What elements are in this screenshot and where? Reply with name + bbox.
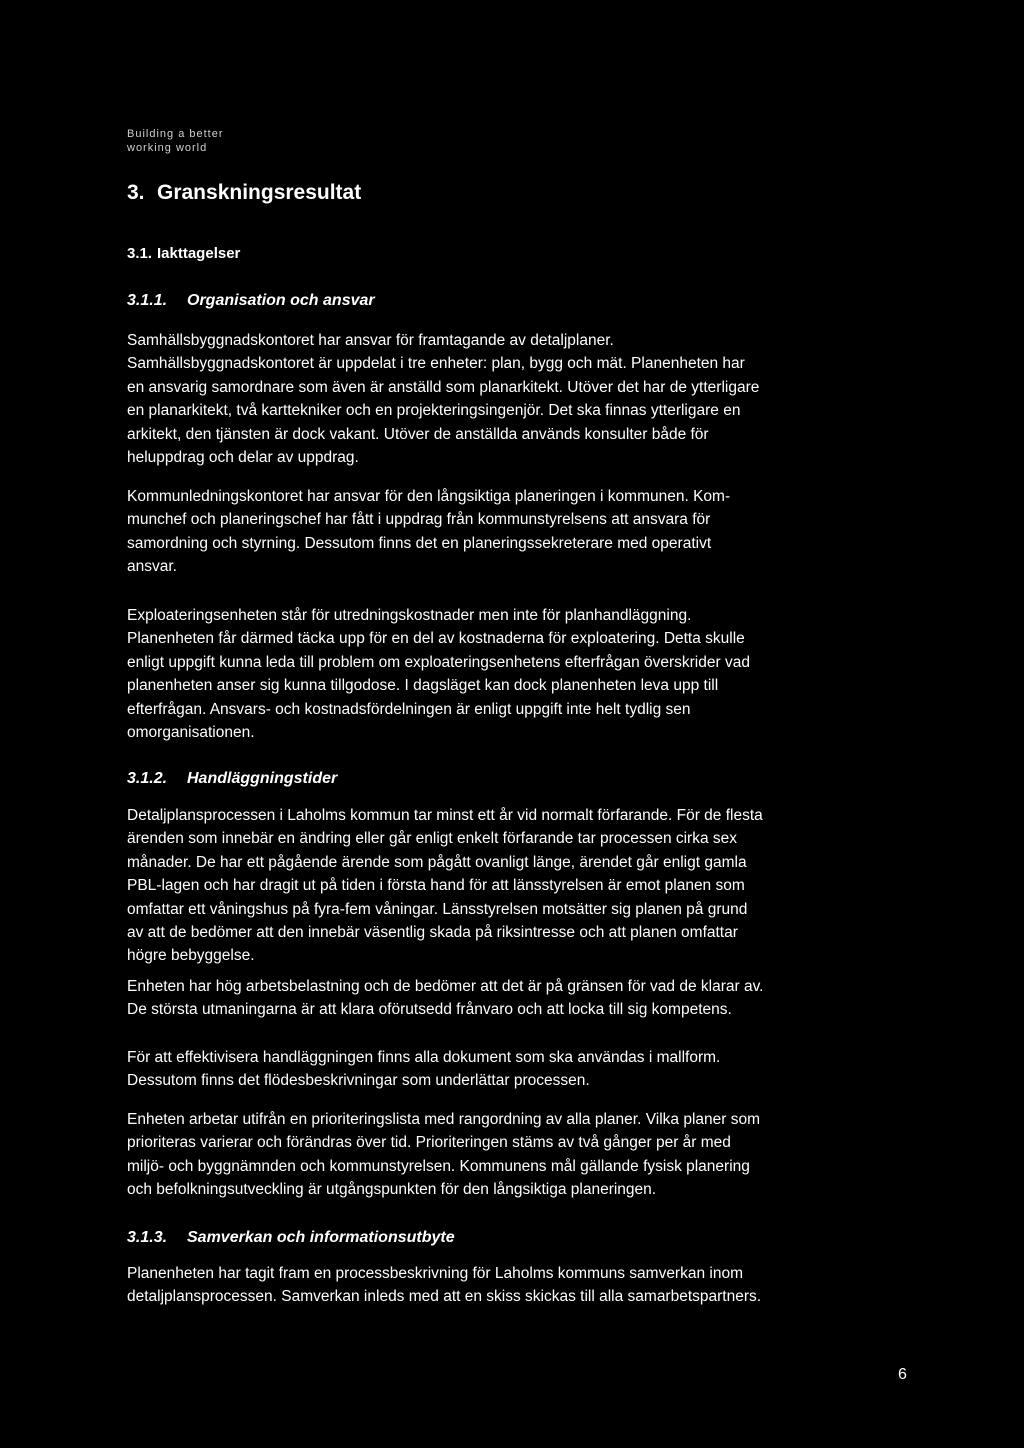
- subsubsection-title: Organisation och ansvar: [187, 292, 375, 309]
- subsubsection-number: 3.1.3.: [127, 1229, 168, 1246]
- text-line: Planenheten får därmed täcka upp för en del av kostnaderna för exploatering. Detta skulle: [127, 630, 745, 648]
- text-line: Detaljplansprocessen i Laholms kommun tar minst ett år vid normalt förfarande. För de flesta: [127, 807, 763, 824]
- paragraph: [127, 604, 917, 744]
- text-line: Samhällsbyggnadskontoret har ansvar för framtagande av detaljplaner.: [127, 332, 614, 349]
- text-line: samordning och styrning. Dessutom finns det en planeringssekreterare med operativt: [127, 534, 712, 552]
- text-line: av att de bedömer att den innebär väsentlig skada på riksintresse och att planen omfattar: [127, 924, 738, 942]
- text-line: omfattar ett våningshus på fyra-fem våningar. Länsstyrelsen motsätter sig planen på grund: [127, 900, 748, 918]
- text-line: ärenden som innebär en ändring eller går enligt enkelt förfarande tar processen cirka sex: [127, 830, 738, 848]
- text-line: arkitekt, den tjänsten är dock vakant. Utöver de anställda används konsulter både för: [127, 425, 709, 443]
- text-line: Dessutom finns det flödesbeskrivningar som underlättar processen.: [127, 1072, 590, 1090]
- text-line: heluppdrag och delar av uppdrag.: [127, 449, 359, 467]
- text-line: ansvar.: [127, 558, 177, 576]
- paragraph: [127, 1046, 917, 1093]
- paragraph: [127, 975, 917, 1022]
- text-line: omorganisationen.: [127, 724, 255, 742]
- paragraph: [127, 804, 917, 968]
- text-line: prioriteras varierar och förändras över tid. Prioriteringen stäms av två gånger per år med: [127, 1134, 731, 1152]
- subsubsection-title: Handläggningstider: [187, 770, 338, 787]
- text-line: efterfrågan. Ansvars- och kostnadsfördelningen är enligt uppgift inte helt tydlig sen: [127, 700, 691, 718]
- subsection-heading: [127, 245, 240, 262]
- subsubsection-title: Samverkan och informationsutbyte: [187, 1229, 455, 1246]
- subsubsection-number: 3.1.2.: [127, 770, 168, 787]
- text-line: Samhällsbyggnadskontoret är uppdelat i tre enheter: plan, bygg och mät. Planenheten har: [127, 355, 745, 373]
- text-line: Planenheten har tagit fram en processbeskrivning för Laholms kommuns samverkan inom: [127, 1265, 743, 1282]
- text-line: och befolkningsutveckling är utgångspunkten för den långsiktiga planeringen.: [127, 1181, 657, 1199]
- subsection-number: 3.1.: [127, 245, 153, 262]
- tagline-line-2: working world: [127, 142, 208, 154]
- paragraph: [127, 1108, 917, 1202]
- text-line: en ansvarig samordnare som även är anställd som planarkitekt. Utöver det har de ytterligare: [127, 378, 760, 396]
- text-line: månader. De har ett pågående ärende som pågått ovanligt länge, ärendet går enligt gamla: [127, 853, 747, 871]
- paragraph: [127, 485, 917, 579]
- document-page: [127, 0, 917, 1448]
- section-number: 3.: [127, 181, 145, 204]
- subsection-title: Iakttagelser: [157, 245, 241, 262]
- paragraph: [127, 1262, 917, 1309]
- text-line: Exploateringsenheten står för utredningskostnader men inte för planhandläggning.: [127, 607, 692, 624]
- subsubsection-heading: [127, 770, 337, 788]
- text-line: munchef och planeringschef har fått i uppdrag från kommunstyrelsens att ansvara för: [127, 511, 711, 529]
- section-heading: [127, 181, 361, 205]
- text-line: Enheten har hög arbetsbelastning och de bedömer att det är på gränsen för vad de klarar av.: [127, 978, 764, 995]
- text-line: Enheten arbetar utifrån en prioriteringslista med rangordning av alla planer. Vilka planer som: [127, 1111, 760, 1128]
- text-line: PBL-lagen och har dragit ut på tiden i första hand för att länsstyrelsen är emot planen som: [127, 877, 745, 895]
- tagline-line-1: Building a better: [127, 128, 224, 140]
- section-title: Granskningsresultat: [157, 181, 362, 204]
- text-line: detaljplansprocessen. Samverkan inleds med att en skiss skickas till alla samarbetspartners.: [127, 1288, 762, 1306]
- text-line: en planarkitekt, två karttekniker och en projekteringsingenjör. Det ska finnas ytterligare en: [127, 402, 741, 420]
- page-number: 6: [898, 1366, 907, 1383]
- text-line: Kommunledningskontoret har ansvar för den långsiktiga planeringen i kommunen. Kom-: [127, 488, 731, 505]
- subsubsection-number: 3.1.1.: [127, 292, 168, 309]
- text-line: planenheten anser sig kunna tillgodose. I dagsläget kan dock planenheten leva upp till: [127, 677, 719, 695]
- subsubsection-heading: [127, 292, 375, 310]
- paragraph: [127, 329, 917, 469]
- text-line: De största utmaningarna är att klara oförutsedd frånvaro och att locka till sig kompetens.: [127, 1001, 732, 1019]
- text-line: enligt uppgift kunna leda till problem om exploateringsenhetens efterfrågan överskrider vad: [127, 653, 750, 671]
- text-line: högre bebyggelse.: [127, 947, 255, 965]
- subsubsection-heading: [127, 1229, 455, 1247]
- company-tagline: [127, 127, 224, 155]
- text-line: miljö- och byggnämnden och kommunstyrelsen. Kommunens mål gällande fysisk planering: [127, 1157, 750, 1175]
- text-line: För att effektivisera handläggningen finns alla dokument som ska användas i mallform.: [127, 1049, 721, 1066]
